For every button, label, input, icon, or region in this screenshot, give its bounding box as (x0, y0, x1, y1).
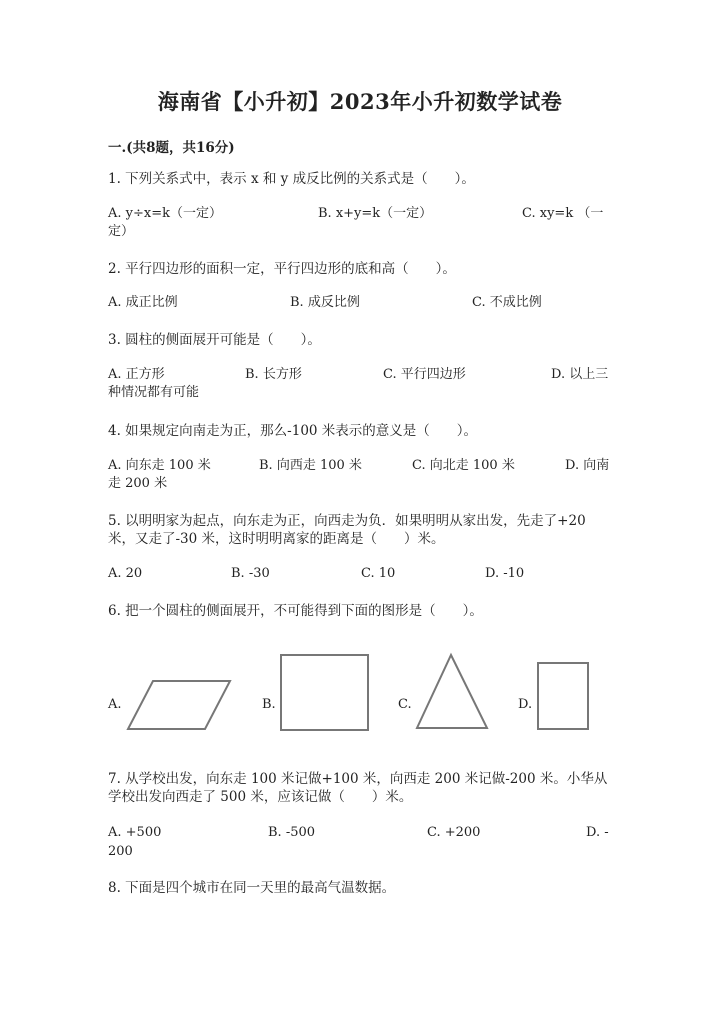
section-heading: 一.(共8题，共16分) (108, 140, 235, 156)
large-rectangle-shape (278, 653, 372, 733)
triangle-shape (414, 652, 490, 732)
q1-option-a: A. y÷x=k（一定） (108, 206, 222, 221)
q1-option-c-wrap: 定） (108, 224, 135, 239)
q5-option-b: B. -30 (231, 566, 270, 581)
q4-option-b: B. 向西走 100 米 (259, 458, 362, 473)
q7-option-d-wrap: 200 (108, 844, 133, 859)
q4-option-d: D. 向南 (565, 458, 610, 473)
q5-option-d: D. -10 (485, 566, 525, 581)
q3-option-c: C. 平行四边形 (383, 367, 466, 382)
q5-option-c: C. 10 (361, 566, 396, 581)
q2-option-c: C. 不成比例 (472, 295, 542, 310)
q6-option-d-label: D. (518, 697, 533, 712)
q4-option-a: A. 向东走 100 米 (108, 458, 211, 473)
page-title: 海南省【小升初】2023年小升初数学试卷 (157, 89, 563, 114)
q7-option-b: B. -500 (268, 825, 316, 840)
q2-option-a: A. 成正比例 (108, 295, 178, 310)
q7-option-d: D. - (586, 825, 609, 840)
question-7-stem-line-2: 学校出发向西走了 500 米，应该记做（ ）米。 (108, 789, 413, 805)
question-2-stem: 2. 平行四边形的面积一定，平行四边形的底和高（ ）。 (108, 261, 456, 277)
question-6-stem: 6. 把一个圆柱的侧面展开，不可能得到下面的图形是（ ）。 (108, 603, 483, 619)
tall-rectangle-shape (535, 660, 591, 732)
q7-option-c: C. +200 (427, 825, 481, 840)
question-8-stem: 8. 下面是四个城市在同一天里的最高气温数据。 (108, 880, 396, 896)
q4-option-d-wrap: 走 200 米 (108, 476, 168, 491)
question-1-stem: 1. 下列关系式中，表示 x 和 y 成反比例的关系式是（ ）。 (108, 171, 475, 187)
q1-option-b: B. x+y=k（一定） (318, 206, 433, 221)
q6-option-a-label: A. (108, 697, 122, 712)
q3-option-d: D. 以上三 (551, 367, 609, 382)
question-5-stem-line-1: 5. 以明明家为起点，向东走为正，向西走为负．如果明明从家出发，先走了+20 (108, 513, 586, 529)
question-7-stem-line-1: 7. 从学校出发，向东走 100 米记做+100 米，向西走 200 米记做-200 米。小华从 (108, 771, 608, 787)
question-4-stem: 4. 如果规定向南走为正，那么-100 米表示的意义是（ ）。 (108, 423, 478, 439)
question-3-stem: 3. 圆柱的侧面展开可能是（ ）。 (108, 332, 321, 348)
question-5-stem-line-2: 米，又走了-30 米，这时明明离家的距离是（ ）米。 (108, 531, 445, 547)
q6-option-b-label: B. (262, 697, 276, 712)
parallelogram-shape (125, 678, 235, 734)
q3-option-a: A. 正方形 (108, 367, 165, 382)
q2-option-b: B. 成反比例 (290, 295, 360, 310)
q6-option-c-label: C. (398, 697, 412, 712)
q4-option-c: C. 向北走 100 米 (412, 458, 515, 473)
q7-option-a: A. +500 (108, 825, 162, 840)
q5-option-a: A. 20 (108, 566, 143, 581)
q1-option-c: C. xy=k （一 (522, 206, 604, 221)
q3-option-b: B. 长方形 (245, 367, 302, 382)
q3-option-d-wrap: 种情况都有可能 (108, 385, 200, 400)
